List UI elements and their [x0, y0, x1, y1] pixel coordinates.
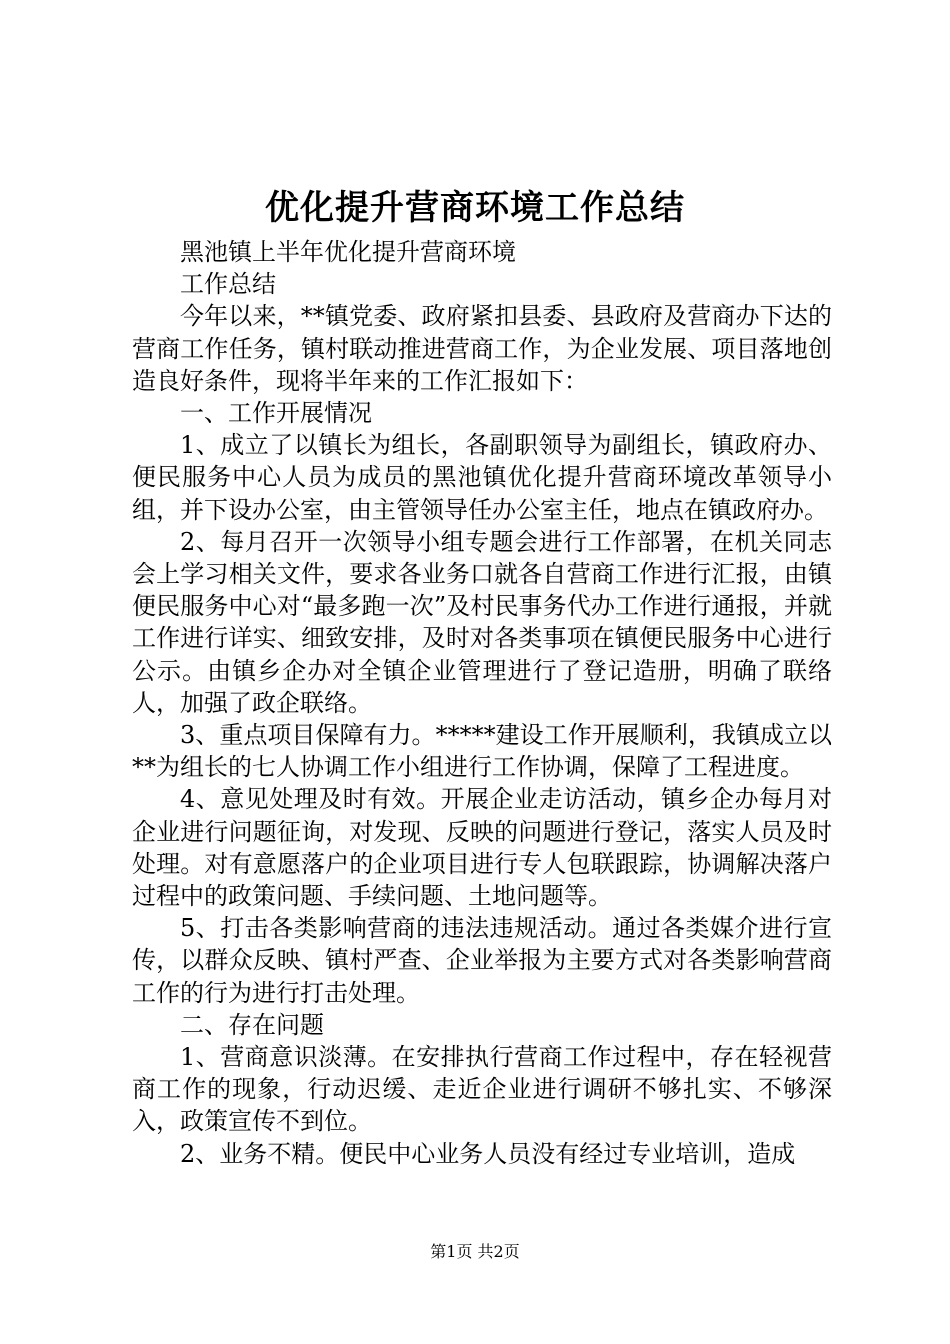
- paragraph-item-4: 4、意见处理及时有效。开展企业走访活动，镇乡企办每月对企业进行问题征询，对发现、反映的问题进行登记，落实人员及时处理。对有意愿落户的企业项目进行专人包联跟踪，协调解决落户过程中的政策问题、手续问题、土地问题等。: [132, 785, 832, 911]
- paragraph-problem-1: 1、营商意识淡薄。在安排执行营商工作过程中，存在轻视营商工作的现象，行动迟缓、走近企业进行调研不够扎实、不够深入，政策宣传不到位。: [132, 1043, 832, 1136]
- document-title: 优化提升营商环境工作总结: [265, 188, 685, 228]
- section-heading-progress: 一、工作开展情况: [180, 399, 372, 428]
- paragraph-subtitle: 黑池镇上半年优化提升营商环境: [180, 238, 516, 266]
- paragraph-item-5: 5、打击各类影响营商的违法违规活动。通过各类媒介进行宣传，以群众反映、镇村严查、企业举报为主要方式对各类影响营商工作的行为进行打击处理。: [132, 914, 832, 1007]
- paragraph-item-3: 3、重点项目保障有力。*****建设工作开展顺利，我镇成立以**为组长的七人协调工作小组进行工作协调，保障了工程进度。: [132, 721, 832, 782]
- paragraph-problem-2: 2、业务不精。便民中心业务人员没有经过专业培训，造成: [180, 1139, 796, 1168]
- document-body: [132, 236, 832, 1170]
- paragraph-intro: 今年以来，**镇党委、政府紧扣县委、县政府及营商办下达的营商工作任务，镇村联动推进营商工作，为企业发展、项目落地创造良好条件，现将半年来的工作汇报如下：: [132, 302, 832, 395]
- page-footer: 第1页 共2页: [430, 1242, 520, 1261]
- paragraph-item-1: 1、成立了以镇长为组长，各副职领导为副组长，镇政府办、便民服务中心人员为成员的黑池镇优化提升营商环境改革领导小组，并下设办公室，由主管领导任办公室主任，地点在镇政府办。: [132, 431, 832, 524]
- paragraph-subtitle-line2: 工作总结: [180, 270, 276, 299]
- paragraph-item-2: 2、每月召开一次领导小组专题会进行工作部署，在机关同志会上学习相关文件，要求各业务口就各自营商工作进行汇报，由镇便民服务中心对“最多跑一次”及村民事务代办工作进行通报，并就工作进行详实、细致安排，及时对各类事项在镇便民服务中心进行公示。由镇乡企办对全镇企业管理进行了登记造册，明确了联络人，加强了政企联络。: [132, 527, 832, 717]
- section-heading-problems: 二、存在问题: [180, 1010, 324, 1039]
